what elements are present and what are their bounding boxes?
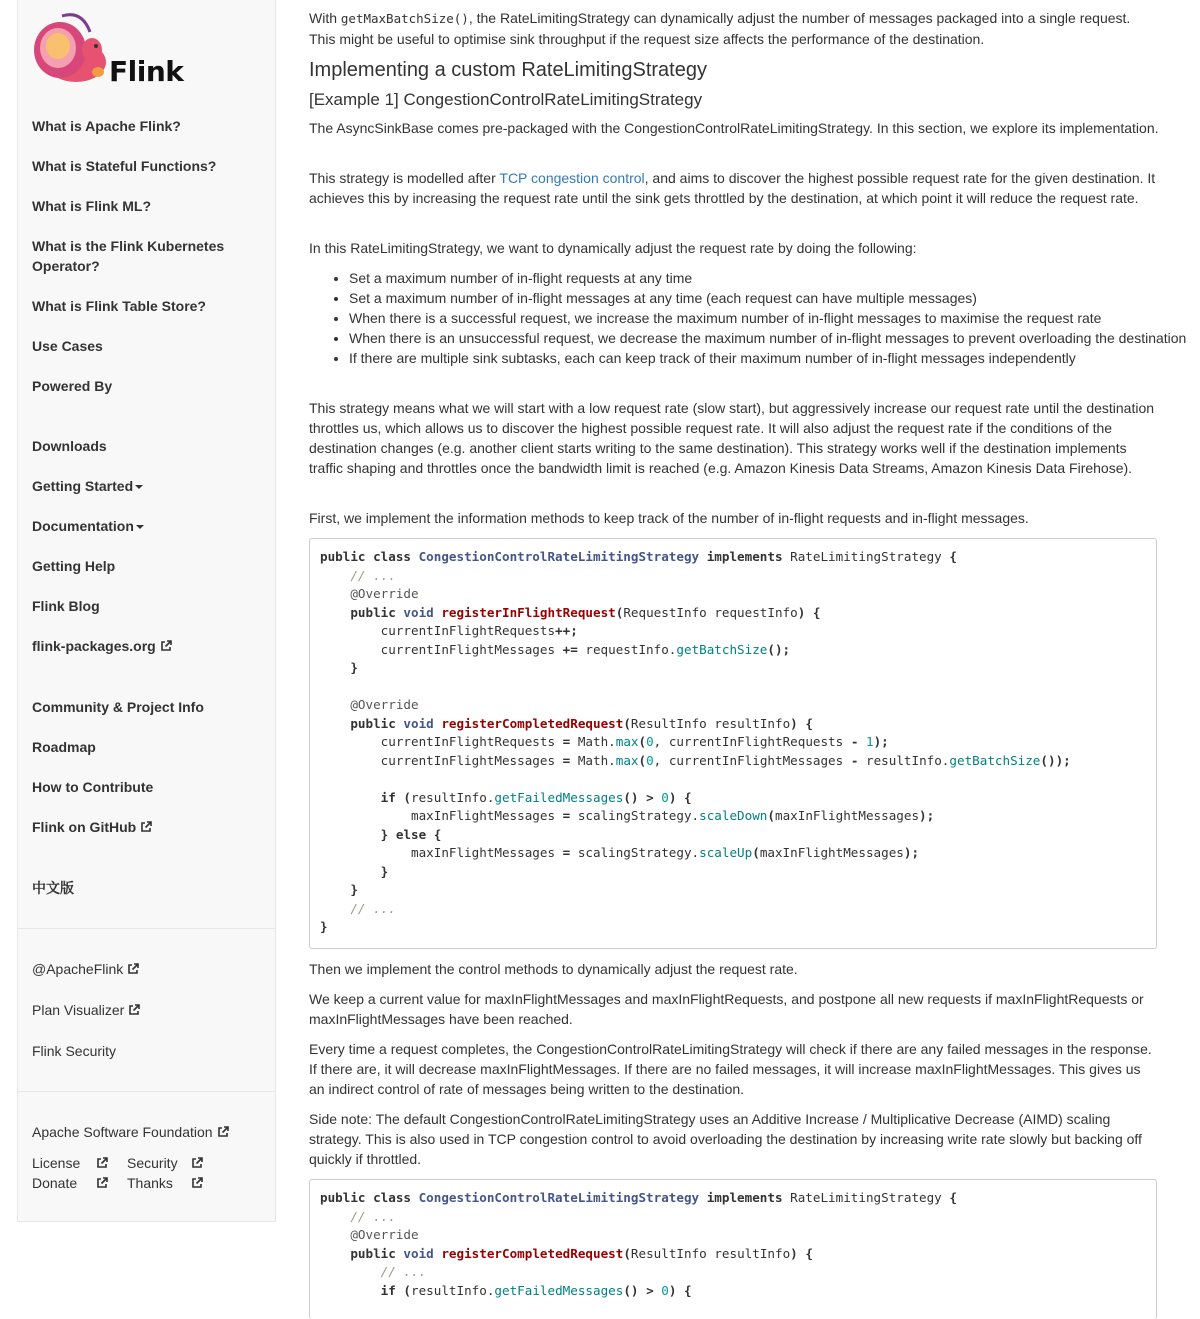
code-line xyxy=(320,881,1146,900)
nav-flink-security[interactable]: Flink Security xyxy=(32,1043,117,1059)
code-line xyxy=(320,1282,1146,1301)
code-token: resultInfo. xyxy=(411,1282,495,1298)
flink-wordmark: Flink xyxy=(109,55,184,88)
code-line xyxy=(320,733,1146,752)
code-token: ++; xyxy=(555,623,578,638)
code-token: currentInFlightRequests xyxy=(320,734,563,749)
external-link-icon xyxy=(140,821,152,833)
external-link-icon xyxy=(191,1177,203,1189)
code-line xyxy=(320,1226,1146,1245)
code-token xyxy=(320,864,381,879)
code-token: ( xyxy=(623,1245,631,1261)
code-token: = xyxy=(562,845,571,860)
code-line xyxy=(320,900,1146,919)
code-token: max xyxy=(615,752,639,768)
paragraph-1: The AsyncSinkBase comes pre-packaged with the CongestionControlRateLimitingStrategy. In this section, we explore its implementation. xyxy=(309,120,1159,136)
code-token: void xyxy=(403,1245,442,1261)
paragraph-5: First, we implement the information methods to keep track of the number of in-flight requests and in-flight messages. xyxy=(309,510,1029,526)
code-token: ( xyxy=(767,808,775,823)
nav-flink-blog[interactable]: Flink Blog xyxy=(32,598,100,614)
code-token: maxInFlightMessages xyxy=(759,845,904,860)
paragraph-7: We keep a current value for maxInFlightMessages and maxInFlightRequests, and postpone all new requests if maxInFlightRequests or maxInFlightMessages have been reached. xyxy=(309,991,1144,1027)
nav-downloads[interactable]: Downloads xyxy=(32,438,107,454)
external-link-icon xyxy=(127,963,139,975)
code-token: ); xyxy=(873,734,889,749)
code-token: ); xyxy=(903,845,920,860)
code-token: ) { xyxy=(790,1245,813,1261)
code-token: - xyxy=(850,734,859,749)
code-token: ResultInfo resultInfo xyxy=(630,715,791,731)
code-token: // ... xyxy=(350,900,396,916)
code-token: { xyxy=(949,549,957,564)
code-block-info-methods xyxy=(309,538,1157,949)
code-line xyxy=(320,752,1146,771)
nav-documentation-dropdown[interactable] xyxy=(32,516,144,536)
code-token: ( xyxy=(623,715,631,731)
nav-plan-visualizer[interactable] xyxy=(32,1000,140,1020)
code-token: ResultInfo resultInfo xyxy=(630,1245,791,1261)
code-token: ( xyxy=(403,789,412,805)
code-token xyxy=(320,827,381,842)
code-token: void xyxy=(403,604,442,620)
code-token: } xyxy=(320,919,328,934)
nav-getting-started-label: Getting Started xyxy=(32,478,134,494)
code-token: } xyxy=(350,882,358,897)
paragraph-2 xyxy=(309,168,1159,208)
code-token: maxInFlightMessages xyxy=(774,808,920,823)
code-token: resultInfo. xyxy=(411,789,495,805)
code-block-control-methods xyxy=(309,1179,1157,1319)
code-token xyxy=(320,901,350,916)
code-token: @Override xyxy=(350,586,419,601)
external-link-icon xyxy=(128,1004,140,1016)
code-token: Math. xyxy=(570,752,616,768)
nav-chinese-version[interactable]: 中文版 xyxy=(32,880,74,896)
paragraph-9: Side note: The default CongestionControlRateLimitingStrategy uses an Additive Increase / Multiplicative Decrease (AIMD) scaling strategy. This is also used in TCP congestion control to avoid overloading the destination by increasing write rate slowly but backing off quickly if throttled. xyxy=(309,1111,1142,1167)
code-token: getFailedMessages xyxy=(494,789,624,805)
code-token: ) { xyxy=(668,789,692,805)
code-token: = xyxy=(562,808,571,823)
code-token: getBatchSize xyxy=(949,752,1041,768)
code-token: requestInfo. xyxy=(577,641,677,657)
code-token: @Override xyxy=(350,1227,419,1242)
code-token: ( xyxy=(403,1282,412,1298)
nav-apacheflink-label: @ApacheFlink xyxy=(32,961,124,977)
paragraph-4: This strategy means what we will start with a low request rate (slow start), but aggressively increase our request rate until the destination throttles us, which allows us to discover the highest possible request rate. It will also adjust the request rate if the conditions of the destination changes (e.g. another client starts writing to the same destination). This strategy works well if the destination implements traffic shaping and throttles once the bandwidth limit is reached (e.g. Amazon Kinesis Data Streams, Amazon Kinesis Data Firehose). xyxy=(309,400,1155,476)
subsection-heading: [Example 1] CongestionControlRateLimitingStrategy xyxy=(309,90,703,109)
code-token: // ... xyxy=(380,1264,427,1279)
code-line xyxy=(320,826,1146,845)
code-line xyxy=(320,1263,1146,1282)
code-token: registerInFlightRequest xyxy=(441,604,616,620)
code-token: ) { xyxy=(668,1282,692,1298)
nav-flink-on-github-label: Flink on GitHub xyxy=(32,819,137,835)
footer-donate-link[interactable] xyxy=(32,1173,77,1193)
code-token xyxy=(320,660,350,675)
code-token: maxInFlightMessages xyxy=(320,808,563,823)
list-item: • When there is an unsuccessful request, we decrease the maximum number of in-flight messages to prevent overloading the destination xyxy=(349,328,1199,348)
code-line xyxy=(320,789,1146,808)
code-line xyxy=(320,622,1146,641)
code-token: Math. xyxy=(570,734,616,749)
code-token xyxy=(320,716,350,731)
code-token: // ... xyxy=(350,1208,396,1224)
code-token: public xyxy=(350,1245,404,1261)
code-token: scaleUp xyxy=(699,845,753,860)
list-item: • Set a maximum number of in-flight requests at any time xyxy=(349,268,1199,288)
intro-text-pre: With xyxy=(309,10,341,26)
nav-what-is-flink-table-store[interactable]: What is Flink Table Store? xyxy=(32,298,206,314)
nav-flink-packages[interactable] xyxy=(32,636,172,656)
code-token: public xyxy=(350,604,404,620)
code-token: RateLimitingStrategy xyxy=(790,1190,950,1205)
caret-down-icon xyxy=(135,485,143,489)
code-token: { xyxy=(949,1190,957,1205)
paragraph-3: In this RateLimitingStrategy, we want to dynamically adjust the request rate by doing the following: xyxy=(309,240,917,256)
external-link-icon xyxy=(96,1157,108,1169)
code-token xyxy=(320,697,350,712)
code-token: getBatchSize xyxy=(676,641,768,657)
code-line xyxy=(320,1189,1146,1208)
code-token: scalingStrategy. xyxy=(570,808,700,823)
code-token: } else { xyxy=(380,826,442,842)
p2-text-pre: This strategy is modelled after xyxy=(309,170,500,186)
code-token xyxy=(320,882,350,897)
code-token: RequestInfo requestInfo xyxy=(623,604,798,620)
footer-license-label: License xyxy=(32,1155,81,1171)
footer-asf-link[interactable] xyxy=(32,1122,229,1142)
code-token: 0 xyxy=(646,752,654,768)
code-token: () > xyxy=(623,1282,662,1298)
code-token: ( xyxy=(615,604,624,620)
code-token: CongestionControlRateLimitingStrategy xyxy=(418,1190,700,1205)
nav-what-is-apache-flink[interactable]: What is Apache Flink? xyxy=(32,118,181,134)
sidebar-divider xyxy=(18,1091,275,1092)
code-token xyxy=(320,1246,350,1261)
list-item: • If there are multiple sink subtasks, each can keep track of their maximum number of in-flight messages independently xyxy=(349,348,1199,368)
code-token: - xyxy=(850,752,859,768)
code-token: maxInFlightMessages xyxy=(320,845,563,860)
code-token xyxy=(320,568,350,583)
code-line xyxy=(320,548,1146,567)
nav-what-is-flink-kubernetes-operator[interactable]: What is the Flink Kubernetes Operator? xyxy=(32,238,225,274)
nav-apacheflink-twitter[interactable] xyxy=(32,959,139,979)
inline-code-getmaxbatchsize: getMaxBatchSize() xyxy=(340,11,469,26)
intro-text-post: , the RateLimitingStrategy can dynamically adjust the number of messages packaged into a single request. This might be useful to optimise sink throughput if the request size affects the performance of the destination. xyxy=(309,10,1131,47)
code-token: registerCompletedRequest xyxy=(441,1245,624,1261)
code-token: if xyxy=(380,1282,404,1298)
nav-getting-help[interactable]: Getting Help xyxy=(32,558,116,574)
code-line xyxy=(320,715,1146,734)
code-line xyxy=(320,844,1146,863)
code-token: scaleDown xyxy=(699,808,768,823)
code-line xyxy=(320,696,1146,715)
code-line xyxy=(320,863,1146,882)
external-link-icon xyxy=(217,1126,229,1138)
paragraph-6: Then we implement the control methods to dynamically adjust the request rate. xyxy=(309,961,798,977)
nav-documentation-label: Documentation xyxy=(32,518,134,534)
footer-donate-label: Donate xyxy=(32,1175,78,1191)
sidebar-divider xyxy=(18,928,275,929)
code-token: 0 xyxy=(661,789,669,805)
code-token: currentInFlightMessages xyxy=(320,752,563,768)
nav-flink-on-github[interactable] xyxy=(32,817,152,837)
nav-roadmap[interactable]: Roadmap xyxy=(32,739,96,755)
code-token: max xyxy=(615,734,639,749)
code-token xyxy=(858,734,866,749)
code-token: currentInFlightMessages xyxy=(320,641,563,657)
nav-getting-started-dropdown[interactable] xyxy=(32,476,143,496)
code-token: ) { xyxy=(797,604,821,620)
code-token xyxy=(320,1227,350,1242)
list-item: • When there is a successful request, we increase the maximum number of in-flight messages to maximise the request rate xyxy=(349,308,1199,328)
footer-security-label: Security xyxy=(127,1155,178,1171)
code-line xyxy=(320,1245,1146,1264)
code-token: , currentInFlightMessages xyxy=(653,752,851,768)
code-token: public class xyxy=(320,1190,419,1205)
code-token: RateLimitingStrategy xyxy=(790,549,950,564)
code-token: currentInFlightRequests xyxy=(320,623,556,638)
code-line xyxy=(320,1208,1146,1227)
intro-paragraph xyxy=(309,8,1159,49)
code-token: = xyxy=(562,752,571,768)
code-token xyxy=(320,1209,350,1224)
code-line xyxy=(320,678,1146,697)
code-token: = xyxy=(562,734,571,749)
code-token xyxy=(320,1283,381,1298)
footer-asf-label: Apache Software Foundation xyxy=(32,1124,213,1140)
code-token: implements xyxy=(699,1190,791,1205)
code-line xyxy=(320,604,1146,623)
code-token: } xyxy=(350,660,358,675)
nav-community-project-info[interactable]: Community & Project Info xyxy=(32,699,204,715)
code-line xyxy=(320,807,1146,826)
code-token: public class xyxy=(320,549,419,564)
code-line xyxy=(320,585,1146,604)
code-token: ( xyxy=(638,752,647,768)
code-token: ( xyxy=(638,734,647,749)
footer-security-link[interactable] xyxy=(127,1153,178,1173)
code-token xyxy=(320,790,381,805)
list-item: • Set a maximum number of in-flight messages at any time (each request can have multiple messages) xyxy=(349,288,1199,308)
tcp-congestion-control-link[interactable]: TCP congestion control xyxy=(499,170,645,186)
code-token: resultInfo. xyxy=(858,752,950,768)
code-token: ()); xyxy=(1040,752,1071,768)
external-link-icon xyxy=(160,640,172,652)
code-token: 1 xyxy=(866,734,874,749)
code-token xyxy=(320,1264,381,1279)
code-line xyxy=(320,567,1146,586)
code-token: @Override xyxy=(350,697,419,712)
code-token: ); xyxy=(919,808,935,823)
external-link-icon xyxy=(96,1177,108,1189)
code-token: CongestionControlRateLimitingStrategy xyxy=(418,549,700,564)
code-token: public xyxy=(350,715,404,731)
code-token: scalingStrategy. xyxy=(570,845,700,860)
code-line xyxy=(320,641,1146,660)
section-heading: Implementing a custom RateLimitingStrategy xyxy=(309,59,707,81)
p2-text-post: , and aims to discover the highest possible request rate for the given destination. It achieves this by increasing the request rate until the sink gets throttled by the destination, at which point it will reduce the request rate. xyxy=(309,170,1156,206)
code-line xyxy=(320,918,1146,937)
footer-thanks-link[interactable] xyxy=(127,1173,173,1193)
code-token: ( xyxy=(752,845,760,860)
nav-powered-by[interactable]: Powered By xyxy=(32,378,113,394)
code-token xyxy=(320,605,350,620)
code-token: 0 xyxy=(661,1282,669,1298)
code-token: getFailedMessages xyxy=(494,1282,624,1298)
paragraph-8: Every time a request completes, the CongestionControlRateLimitingStrategy will check if there are any failed messages in the response. If there are, it will decrease maxInFlightMessages. If there are no failed messages, it will increase maxInFlightMessages. This gives us an indirect control of rate of messages being written to the destination. xyxy=(309,1041,1152,1097)
code-token: += xyxy=(562,641,578,657)
code-token: 0 xyxy=(646,734,654,749)
sidebar xyxy=(17,0,276,1222)
strategy-bullet-list xyxy=(309,268,1199,368)
code-token: if xyxy=(380,789,404,805)
code-token: // ... xyxy=(350,567,396,583)
nav-what-is-stateful-functions[interactable]: What is Stateful Functions? xyxy=(32,158,217,174)
code-token: implements xyxy=(699,549,791,564)
code-token: void xyxy=(403,715,442,731)
nav-use-cases[interactable]: Use Cases xyxy=(32,338,103,354)
caret-down-icon xyxy=(136,525,144,529)
nav-flink-packages-label: flink-packages.org xyxy=(32,638,156,654)
code-token: (); xyxy=(767,641,791,657)
external-link-icon xyxy=(191,1157,203,1169)
code-token: registerCompletedRequest xyxy=(441,715,624,731)
nav-plan-visualizer-label: Plan Visualizer xyxy=(32,1002,125,1018)
code-token xyxy=(320,586,350,601)
code-token: ) { xyxy=(790,715,813,731)
code-token: () > xyxy=(623,789,662,805)
code-token: , currentInFlightRequests xyxy=(653,734,851,749)
code-line xyxy=(320,659,1146,678)
code-token: } xyxy=(380,863,389,879)
nav-how-to-contribute[interactable]: How to Contribute xyxy=(32,779,154,795)
nav-what-is-flink-ml[interactable]: What is Flink ML? xyxy=(32,198,151,214)
code-line xyxy=(320,770,1146,789)
footer-thanks-label: Thanks xyxy=(127,1175,173,1191)
